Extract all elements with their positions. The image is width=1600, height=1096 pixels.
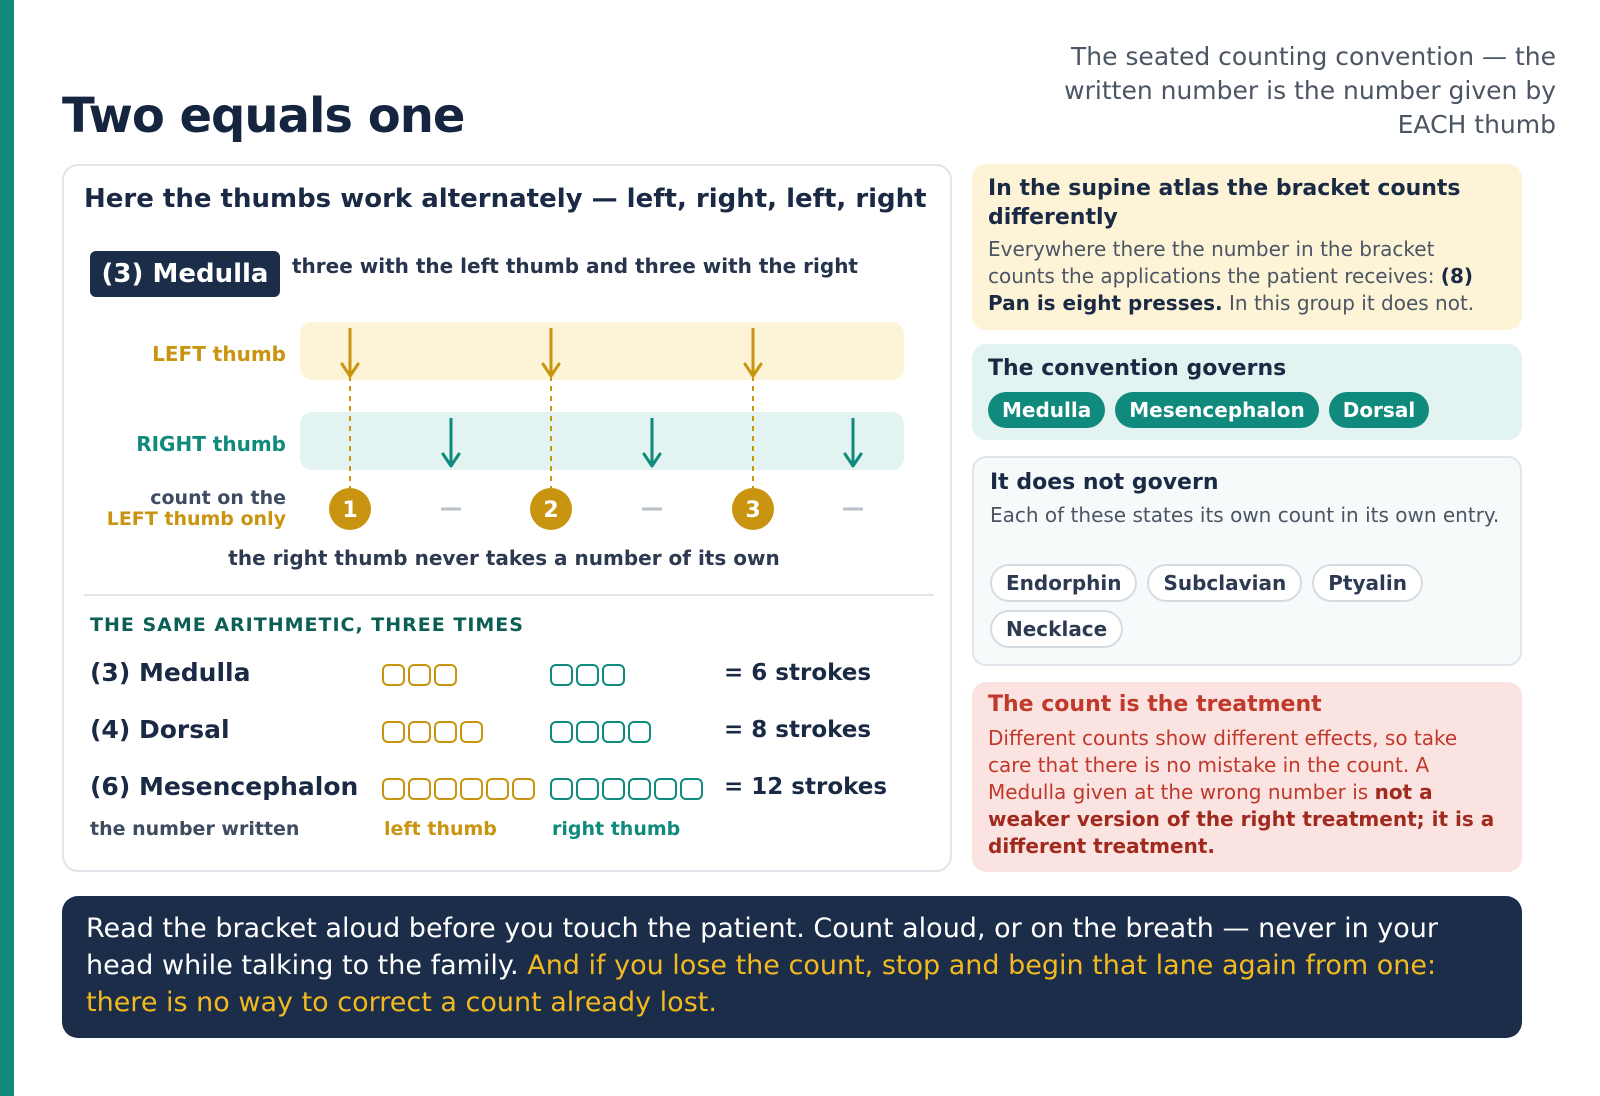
medulla-badge: (3) Medulla xyxy=(90,251,280,297)
right-never-note: the right thumb never takes a number of its own xyxy=(228,546,780,570)
foot-label-number: the number written xyxy=(90,818,300,840)
thumb-timing-diagram xyxy=(64,166,954,586)
stroke-box xyxy=(576,778,599,800)
arithmetic-name: (3) Medulla xyxy=(90,658,251,687)
chip-endorphin: Endorphin xyxy=(990,564,1137,602)
stroke-box xyxy=(382,664,405,686)
stroke-box xyxy=(408,778,431,800)
governs-card-title: The convention governs xyxy=(988,356,1287,381)
left-thumb-strokes xyxy=(382,664,457,686)
arithmetic-row xyxy=(90,656,930,696)
chip-mesencephalon: Mesencephalon xyxy=(1115,392,1318,428)
stroke-box xyxy=(434,778,457,800)
supine-card-title: In the supine atlas the bracket counts differently xyxy=(988,176,1461,230)
stroke-box xyxy=(550,664,573,686)
foot-label-left: left thumb xyxy=(384,818,497,840)
stroke-box xyxy=(576,664,599,686)
count-number: 1 xyxy=(342,498,358,523)
right-thumb-strokes xyxy=(550,778,703,800)
stroke-box xyxy=(382,778,405,800)
arithmetic-result: = 8 strokes xyxy=(724,717,872,743)
section-label: THE SAME ARITHMETIC, THREE TIMES xyxy=(90,614,524,636)
right-thumb-lane xyxy=(300,412,904,470)
arithmetic-row xyxy=(90,713,930,753)
supine-card xyxy=(972,164,1522,330)
treatment-card-title: The count is the treatment xyxy=(988,692,1322,717)
page-title: Two equals one xyxy=(62,88,465,144)
foot-label-right: right thumb xyxy=(552,818,681,840)
stroke-box xyxy=(382,721,405,743)
chip-dorsal: Dorsal xyxy=(1329,392,1429,428)
treatment-card xyxy=(972,682,1522,872)
right-thumb-label: RIGHT thumb xyxy=(136,432,286,456)
count-number: 2 xyxy=(543,498,559,523)
supine-card-body: Everywhere there the number in the bracket counts the applications the patient receives: (8) Pan is eight presses. In this group it does not. xyxy=(988,237,1475,315)
stroke-box xyxy=(602,664,625,686)
arithmetic-result: = 12 strokes xyxy=(724,774,888,800)
right-thumb-strokes xyxy=(550,721,651,743)
arithmetic-result: = 6 strokes xyxy=(724,660,872,686)
not-govern-card-title: It does not govern xyxy=(990,470,1219,495)
treatment-card-body: Different counts show different effects, so take care that there is no mistake in the count. A Medulla given at the wrong number is not a weaker version of the right treatment; it is a different treatment. xyxy=(988,726,1495,858)
count-label-line-1: count on the xyxy=(150,487,286,509)
left-thumb-strokes xyxy=(382,778,535,800)
stroke-box xyxy=(434,721,457,743)
badge-note: three with the left thumb and three with the right xyxy=(292,254,858,278)
stroke-box xyxy=(486,778,509,800)
left-thumb-lane xyxy=(300,322,904,380)
reminder-banner: Read the bracket aloud before you touch the patient. Count aloud, or on the breath — never in your head while talking to the family. And if you lose the count, stop and begin that lane again from one: there is no way to correct a count already lost. xyxy=(62,896,1522,1038)
not-govern-card-body: Each of these states its own count in its own entry. xyxy=(990,503,1500,527)
stroke-box xyxy=(602,778,625,800)
not-govern-card xyxy=(972,456,1522,666)
chip-medulla: Medulla xyxy=(988,392,1105,428)
chip-necklace: Necklace xyxy=(990,610,1123,648)
stroke-box xyxy=(434,664,457,686)
stroke-box xyxy=(460,721,483,743)
stroke-box xyxy=(408,664,431,686)
panel-heading: Here the thumbs work alternately — left, right, left, right xyxy=(84,184,927,214)
arithmetic-row xyxy=(90,770,930,810)
not-govern-chips xyxy=(990,564,1490,648)
accent-bar xyxy=(0,0,14,1096)
stroke-box xyxy=(408,721,431,743)
stroke-box xyxy=(550,721,573,743)
left-thumb-strokes xyxy=(382,721,483,743)
stroke-box xyxy=(550,778,573,800)
governs-chips xyxy=(988,392,1429,428)
stroke-box xyxy=(576,721,599,743)
chip-subclavian: Subclavian xyxy=(1147,564,1302,602)
count-label-line-2: LEFT thumb only xyxy=(106,508,286,530)
page-subtitle: The seated counting convention — the written number is the number given by EACH thumb xyxy=(1064,42,1556,139)
stroke-box xyxy=(628,778,651,800)
stroke-box xyxy=(680,778,703,800)
left-thumb-label: LEFT thumb xyxy=(152,342,286,366)
right-thumb-strokes xyxy=(550,664,625,686)
stroke-box xyxy=(602,721,625,743)
divider xyxy=(84,594,934,596)
stroke-box xyxy=(654,778,677,800)
governs-card xyxy=(972,344,1522,440)
stroke-box xyxy=(460,778,483,800)
arithmetic-name: (6) Mesencephalon xyxy=(90,772,359,801)
arithmetic-name: (4) Dorsal xyxy=(90,715,230,744)
main-panel xyxy=(62,164,952,872)
chip-ptyalin: Ptyalin xyxy=(1312,564,1423,602)
stroke-box xyxy=(512,778,535,800)
stroke-box xyxy=(628,721,651,743)
count-number: 3 xyxy=(745,498,761,523)
